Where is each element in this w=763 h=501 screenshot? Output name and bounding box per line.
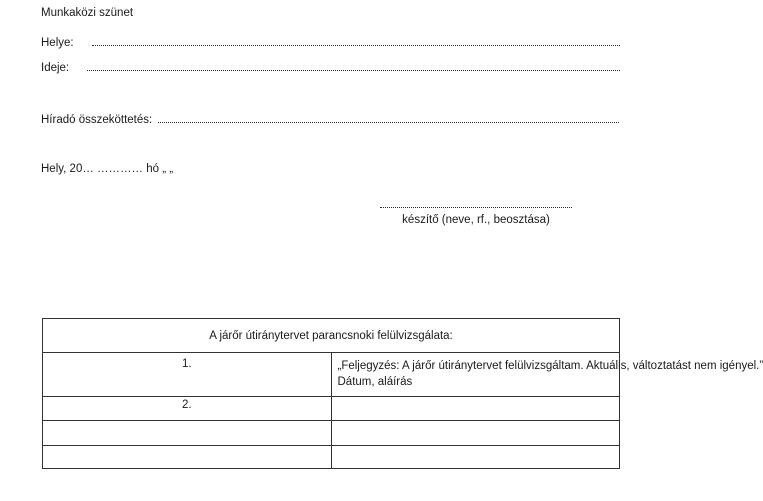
row-number: 1.	[181, 358, 192, 370]
row-number-cell	[43, 353, 332, 397]
table-row	[43, 353, 620, 397]
row-number: 2.	[181, 399, 192, 411]
table-row	[43, 397, 620, 421]
row-number-cell	[43, 421, 332, 446]
signal-field-row	[41, 110, 619, 126]
time-field-row	[41, 58, 620, 74]
review-table-title: A járőr útiránytervet parancsnoki felülvizsgálata:	[43, 319, 620, 353]
row-content-cell[interactable]	[331, 353, 763, 397]
review-table-header-row	[43, 319, 620, 353]
signature-caption: készítő (neve, rf., beosztása)	[402, 214, 550, 226]
row-number-cell	[43, 446, 332, 469]
review-note-text: „Feljegyzés: A járőr útiránytervet felülvizsgáltam. Aktuális, változtatást nem igényel.”	[337, 360, 763, 372]
table-row	[43, 446, 620, 469]
date-line[interactable]: Hely, 20… ………… hó „ „	[41, 163, 174, 175]
signature-line[interactable]	[380, 207, 572, 208]
signal-input-line[interactable]	[158, 122, 619, 123]
row-content-cell[interactable]	[331, 446, 620, 469]
time-label: Ideje:	[41, 62, 70, 74]
section-title: Munkaközi szünet	[41, 7, 134, 19]
row-content-cell[interactable]	[331, 421, 620, 446]
table-row	[43, 421, 620, 446]
date-signature-label: Dátum, aláírás	[337, 376, 413, 388]
row-content-cell[interactable]	[331, 397, 620, 421]
place-label: Helye:	[41, 37, 74, 49]
row-number-cell	[43, 397, 332, 421]
review-table	[42, 318, 763, 469]
place-input-line[interactable]	[92, 45, 620, 46]
time-input-line[interactable]	[87, 70, 620, 71]
place-field-row	[41, 33, 620, 49]
signal-label: Híradó összeköttetés:	[41, 114, 153, 126]
